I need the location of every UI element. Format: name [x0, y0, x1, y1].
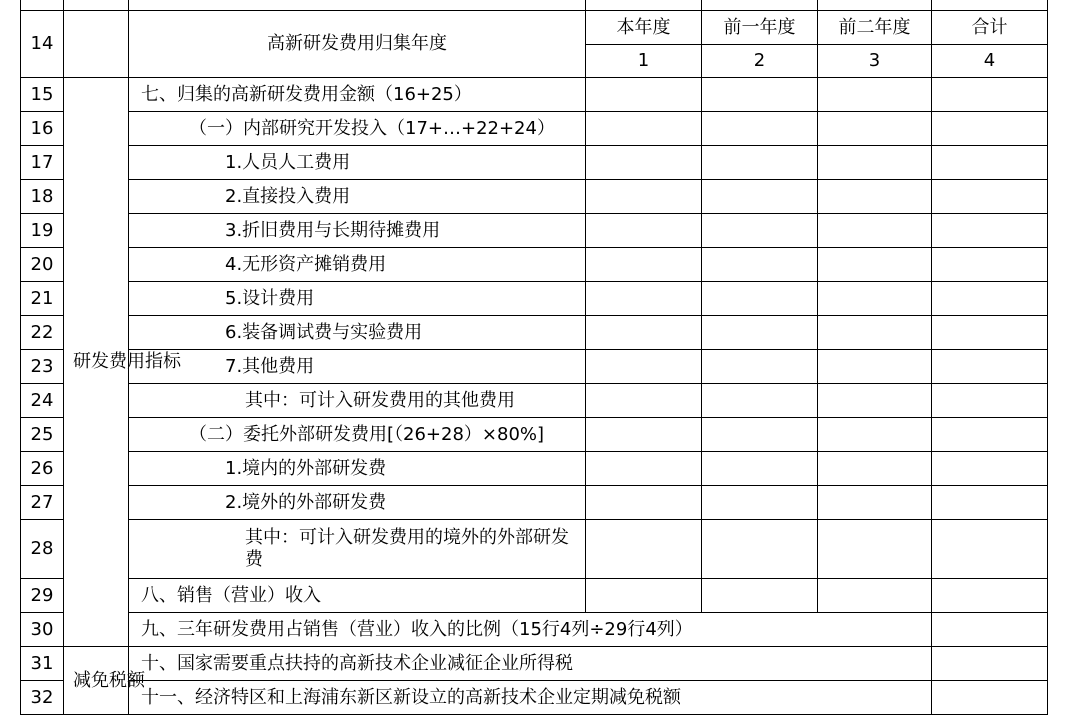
table-row: [21, 418, 1048, 452]
table-row: [21, 180, 1048, 214]
value-cell[interactable]: [586, 282, 702, 316]
row-number-cell: 22: [21, 316, 64, 350]
table-row-partial: [21, 0, 1048, 11]
column-number: 2: [702, 45, 818, 78]
table-row: [21, 681, 1048, 715]
table-row: [21, 520, 1048, 579]
value-cell[interactable]: [586, 384, 702, 418]
table-row: [21, 613, 1048, 647]
row-label-text: 其中：可计入研发费用的境外的外部研发费: [245, 527, 569, 570]
value-cell[interactable]: [818, 579, 932, 613]
row-label-cell: 九、三年研发费用占销售（营业）收入的比例（15行4列÷29行4列）: [129, 613, 932, 647]
table-row: [21, 214, 1048, 248]
value-cell[interactable]: [932, 384, 1048, 418]
value-cell[interactable]: [818, 316, 932, 350]
column-header: 合计: [932, 11, 1048, 45]
row-number-cell: 16: [21, 112, 64, 146]
table-row: [21, 78, 1048, 112]
value-cell[interactable]: [818, 418, 932, 452]
header-row: [21, 11, 1048, 45]
row-label-cell: 十一、经济特区和上海浦东新区新设立的高新技术企业定期减免税额: [129, 681, 932, 715]
row-number-cell: 18: [21, 180, 64, 214]
value-cell[interactable]: [932, 520, 1048, 579]
column-number: 3: [818, 45, 932, 78]
table-row: [21, 146, 1048, 180]
row-number-cell: 32: [21, 681, 64, 715]
value-cell[interactable]: [702, 384, 818, 418]
row-number-cell: 19: [21, 214, 64, 248]
table-row: [21, 486, 1048, 520]
value-cell[interactable]: [702, 248, 818, 282]
value-cell[interactable]: [818, 350, 932, 384]
row-label-cell: 6.装备调试费与实验费用: [129, 316, 586, 350]
value-cell[interactable]: [702, 112, 818, 146]
value-cell[interactable]: [818, 248, 932, 282]
value-cell[interactable]: [932, 282, 1048, 316]
value-cell[interactable]: [702, 316, 818, 350]
category-label: 研发费用指标: [73, 351, 181, 373]
value-cell[interactable]: [702, 520, 818, 579]
value-cell[interactable]: [932, 647, 1048, 681]
row-number-cell: [21, 0, 64, 11]
value-cell[interactable]: [932, 486, 1048, 520]
row-label-cell: 5.设计费用: [129, 282, 586, 316]
value-cell[interactable]: [586, 579, 702, 613]
value-cell[interactable]: [932, 0, 1048, 11]
table-row: [21, 384, 1048, 418]
row-label-cell: [129, 520, 586, 579]
value-cell[interactable]: [932, 613, 1048, 647]
row-label-cell: 1.境内的外部研发费: [129, 452, 586, 486]
value-cell[interactable]: [932, 248, 1048, 282]
value-cell[interactable]: [702, 418, 818, 452]
value-cell[interactable]: [702, 282, 818, 316]
value-cell[interactable]: [702, 78, 818, 112]
row-label-cell: 2.境外的外部研发费: [129, 486, 586, 520]
value-cell[interactable]: [932, 350, 1048, 384]
table-row: [21, 579, 1048, 613]
value-cell[interactable]: [702, 146, 818, 180]
value-cell[interactable]: [932, 452, 1048, 486]
row-label-cell: 十、国家需要重点扶持的高新技术企业减征企业所得税: [129, 647, 932, 681]
value-cell[interactable]: [932, 681, 1048, 715]
value-cell[interactable]: [818, 384, 932, 418]
value-cell[interactable]: [932, 112, 1048, 146]
value-cell[interactable]: [818, 112, 932, 146]
category-rd-indicators: [64, 78, 181, 647]
category-cell: [64, 11, 129, 78]
value-cell[interactable]: [932, 214, 1048, 248]
value-cell[interactable]: [702, 214, 818, 248]
row-number-cell: 20: [21, 248, 64, 282]
value-cell[interactable]: [586, 180, 702, 214]
column-number: 4: [932, 45, 1048, 78]
row-number-cell: 27: [21, 486, 64, 520]
row-label-cell: 八、销售（营业）收入: [129, 579, 586, 613]
value-cell[interactable]: [932, 146, 1048, 180]
row-number-cell: 29: [21, 579, 64, 613]
row-number-cell: 15: [21, 78, 64, 112]
row-number-cell: 31: [21, 647, 64, 681]
row-number-cell: 28: [21, 520, 64, 579]
value-cell[interactable]: [702, 452, 818, 486]
value-cell[interactable]: [702, 0, 818, 11]
table-row: [21, 112, 1048, 146]
value-cell[interactable]: [932, 78, 1048, 112]
row-number-cell: 23: [21, 350, 64, 384]
value-cell[interactable]: [932, 180, 1048, 214]
value-cell[interactable]: [818, 146, 932, 180]
value-cell[interactable]: [932, 418, 1048, 452]
value-cell[interactable]: [818, 486, 932, 520]
row-number-cell: 25: [21, 418, 64, 452]
column-number: 1: [586, 45, 702, 78]
value-cell[interactable]: [818, 452, 932, 486]
value-cell[interactable]: [702, 350, 818, 384]
table-row: [21, 316, 1048, 350]
row-label-cell: 4.无形资产摊销费用: [129, 248, 586, 282]
value-cell[interactable]: [586, 520, 702, 579]
value-cell[interactable]: [586, 316, 702, 350]
table-row: [21, 282, 1048, 316]
value-cell[interactable]: [818, 180, 932, 214]
header-title: 高新研发费用归集年度: [129, 11, 586, 78]
category-tax-reduction: [64, 647, 145, 715]
value-cell[interactable]: [702, 180, 818, 214]
row-number-cell: 30: [21, 613, 64, 647]
row-number-cell: 24: [21, 384, 64, 418]
value-cell[interactable]: [586, 486, 702, 520]
table-row: [21, 248, 1048, 282]
category-label: 减免税额: [73, 669, 145, 691]
column-header: 前一年度: [702, 11, 818, 45]
column-header: 前二年度: [818, 11, 932, 45]
row-number-cell: 17: [21, 146, 64, 180]
column-header: 本年度: [586, 11, 702, 45]
value-cell[interactable]: [586, 214, 702, 248]
value-cell[interactable]: [586, 78, 702, 112]
row-label-cell: 3.折旧费用与长期待摊费用: [129, 214, 586, 248]
value-cell[interactable]: [586, 112, 702, 146]
category-cell: [64, 0, 129, 11]
value-cell[interactable]: [932, 579, 1048, 613]
row-label-cell: 2.直接投入费用: [129, 180, 586, 214]
row-label-cell: 1.人员人工费用: [129, 146, 586, 180]
row-number-cell: 26: [21, 452, 64, 486]
value-cell[interactable]: [586, 452, 702, 486]
value-cell[interactable]: [702, 579, 818, 613]
value-cell[interactable]: [586, 350, 702, 384]
value-cell[interactable]: [818, 214, 932, 248]
value-cell[interactable]: [586, 146, 702, 180]
table-row: [21, 452, 1048, 486]
row-label-cell: （一）内部研究开发投入（17+…+22+24）: [129, 112, 586, 146]
value-cell[interactable]: [818, 282, 932, 316]
value-cell[interactable]: [818, 520, 932, 579]
row-number-cell: 21: [21, 282, 64, 316]
value-cell[interactable]: [586, 418, 702, 452]
row-label-cell: （二）委托外部研发费用[（26+28）×80%]: [129, 418, 586, 452]
row-label-cell: [129, 0, 586, 11]
row-label-cell: 7.其他费用: [129, 350, 586, 384]
value-cell[interactable]: [586, 248, 702, 282]
value-cell[interactable]: [818, 0, 932, 11]
row-label-cell: 七、归集的高新研发费用金额（16+25）: [129, 78, 586, 112]
value-cell[interactable]: [702, 486, 818, 520]
value-cell[interactable]: [932, 316, 1048, 350]
rd-expense-table: [20, 0, 1048, 715]
table-row: [21, 647, 1048, 681]
value-cell[interactable]: [586, 0, 702, 11]
row-number-cell: 14: [21, 11, 64, 78]
value-cell[interactable]: [818, 78, 932, 112]
row-label-cell: 其中：可计入研发费用的其他费用: [129, 384, 586, 418]
